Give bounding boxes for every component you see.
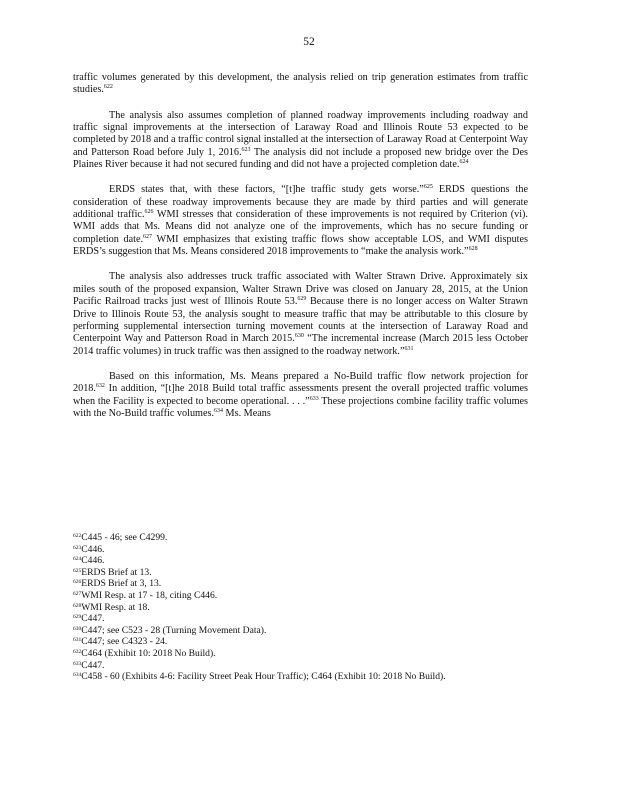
paragraph-text: WMI stresses that consideration of these improvements is not required by Criterion (vi). WMI adds that Ms. Means did not analyze one of the improvements, which has no secure funding or completion date. bbox=[73, 209, 528, 245]
footnote-text: C464 (Exhibit 10: 2018 No Build). bbox=[81, 647, 216, 659]
paragraph-text: ERDS questions the consideration of these roadway improvements because they are made by third parties and will generate additional traffic. bbox=[73, 184, 529, 221]
paragraph-text: Because there is no longer access on Walter Strawn Drive to Illinois Route 53, the analysis sought to measure traffic that may be attributable to this closure by performing supplemental intersection turning movement counts at the intersection of Laraway Road and Centerpoint Way and Patterson Road in March 2015. bbox=[73, 296, 528, 345]
footnote bbox=[73, 567, 528, 579]
paragraph bbox=[73, 371, 528, 420]
footnote-ref: 625 bbox=[423, 184, 433, 191]
page-number: 52 bbox=[303, 36, 315, 48]
footnote-number: 623 bbox=[73, 544, 82, 551]
footnote bbox=[73, 625, 528, 637]
footnote-text: C447; see C4323 - 24. bbox=[81, 636, 168, 648]
footnote-number: 624 bbox=[73, 556, 82, 563]
footnotes bbox=[73, 532, 528, 683]
footnote bbox=[73, 671, 528, 683]
footnote-text: WMI Resp. at 18. bbox=[81, 601, 150, 613]
footnote-number: 632 bbox=[73, 648, 82, 655]
footnote-number: 628 bbox=[73, 602, 82, 609]
footnote-ref: 631 bbox=[404, 345, 414, 352]
paragraph-text: Based on this information, Ms. Means prepared a No-Build traffic flow network projection for 2018. bbox=[73, 370, 528, 395]
footnote bbox=[73, 660, 528, 672]
footnote bbox=[73, 544, 528, 556]
footnote-ref: 630 bbox=[294, 333, 304, 340]
footnote-text: C446. bbox=[81, 555, 105, 567]
footnote-text: C447. bbox=[81, 659, 105, 671]
footnote-text: C458 - 60 (Exhibits 4-6: Facility Street Peak Hour Traffic); C464 (Exhibit 10: 2018 No Build). bbox=[81, 671, 446, 683]
paragraph-text: The analysis also addresses truck traffic associated with Walter Strawn Drive. Approximately six miles south of the proposed expansion, Walter Strawn Drive was closed on January 28, 2015, at the Union Pacific Railroad tracks just west of Illinois Route 53. bbox=[73, 271, 528, 308]
footnote-number: 627 bbox=[73, 590, 82, 597]
footnote-ref: 622 bbox=[103, 84, 113, 91]
paragraph bbox=[73, 271, 528, 357]
footnote-ref: 626 bbox=[144, 209, 154, 216]
paragraph-text: Ms. Means bbox=[223, 407, 271, 419]
footnote-number: 633 bbox=[73, 660, 82, 667]
footnote-ref: 633 bbox=[309, 395, 319, 402]
footnote bbox=[73, 590, 528, 602]
footnote-text: C445 - 46; see C4299. bbox=[81, 532, 168, 543]
footnote-text: C446. bbox=[81, 543, 105, 555]
paragraph-text: traffic volumes generated by this development, the analysis relied on trip generation estimates from traffic studies. bbox=[73, 72, 528, 96]
paragraph-text: In addition, “[t]he 2018 Build total traffic assessments present the overall projected traffic volumes when the Facility is expected to become operational. . . .” bbox=[73, 383, 528, 407]
body-text bbox=[73, 72, 528, 433]
paragraph-text: WMI emphasizes that existing traffic flows show acceptable LOS, and WMI disputes ERDS’s suggestion that Ms. Means considered 2018 improvements to “make the analysis work.” bbox=[73, 233, 528, 258]
paragraph-text: “The incremental increase (March 2015 less October 2014 traffic volumes) in truck traffic was then assigned to the roadway network.” bbox=[73, 333, 528, 357]
footnote-number: 626 bbox=[73, 579, 82, 586]
paragraph-text: The analysis did not include a proposed new bridge over the Des Plaines River because it had not secured funding and did not have a projected completion date. bbox=[73, 146, 528, 171]
footnote-text: ERDS Brief at 3, 13. bbox=[81, 578, 162, 590]
footnote bbox=[73, 648, 528, 660]
footnote-number: 634 bbox=[73, 672, 82, 679]
footnote-ref: 629 bbox=[297, 296, 307, 303]
footnote bbox=[73, 602, 528, 614]
footnote-text: C447; see C523 - 28 (Turning Movement Data). bbox=[81, 624, 267, 636]
paragraph bbox=[73, 72, 528, 97]
footnote-ref: 628 bbox=[468, 246, 478, 253]
footnote bbox=[73, 636, 528, 648]
paragraph-text: The analysis also assumes completion of planned roadway improvements including roadway and traffic signal improvements at the intersection of Laraway Road and Illinois Route 53 expected to be completed by 2018 and a traffic control signal installed at the intersection of Laraway Road at Centerpoint Way and Patterson Road before July 1, 2016. bbox=[73, 109, 528, 158]
footnote-ref: 627 bbox=[143, 233, 153, 240]
footnote-number: 631 bbox=[73, 637, 82, 644]
footnote-text: WMI Resp. at 17 - 18, citing C446. bbox=[81, 589, 218, 601]
footnote-text: ERDS Brief at 13. bbox=[81, 566, 152, 578]
paragraph bbox=[73, 110, 528, 172]
footnote-number: 630 bbox=[73, 625, 82, 632]
footnote-number: 622 bbox=[73, 533, 82, 539]
footnote-ref: 634 bbox=[214, 407, 223, 414]
paragraph-text: ERDS states that, with these factors, “[t]he traffic study gets worse.” bbox=[109, 184, 424, 196]
footnote bbox=[73, 555, 528, 567]
paragraph-text: These projections combine facility traffic volumes with the No-Build traffic volumes. bbox=[73, 395, 528, 419]
footnote-number: 625 bbox=[73, 567, 82, 574]
footnote-text: C447. bbox=[81, 613, 105, 625]
paragraph bbox=[73, 184, 528, 258]
footnote-ref: 632 bbox=[95, 383, 105, 390]
footnote bbox=[73, 613, 528, 625]
footnote bbox=[73, 578, 528, 590]
footnote-ref: 624 bbox=[459, 159, 469, 166]
footnote-number: 629 bbox=[73, 614, 82, 621]
footnote-ref: 623 bbox=[241, 146, 251, 153]
footnote bbox=[73, 532, 528, 544]
